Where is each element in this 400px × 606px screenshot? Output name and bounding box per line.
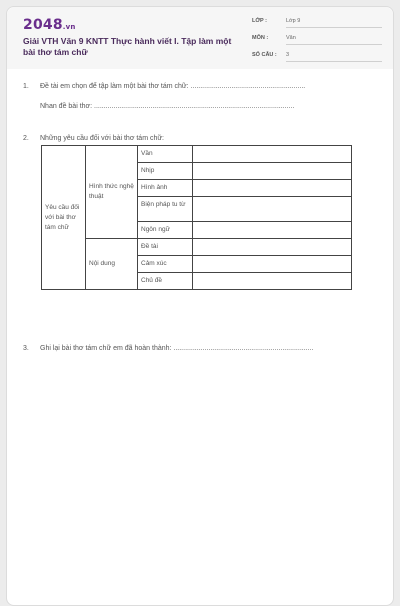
meta-subject-row bbox=[252, 31, 382, 45]
meta-class-value: Lớp 9 bbox=[286, 18, 382, 28]
table-answer-cell[interactable] bbox=[193, 197, 352, 222]
table-item-label: Ngôn ngữ bbox=[138, 222, 193, 239]
table-answer-cell[interactable] bbox=[193, 239, 352, 256]
table-item-label: Cảm xúc bbox=[138, 256, 193, 273]
table-answer-cell[interactable] bbox=[193, 256, 352, 273]
question-1-text: Đề tài em chọn để tập làm một bài thơ tám chữ: ........................................................... bbox=[40, 83, 306, 90]
worksheet-header bbox=[7, 7, 393, 69]
meta-subject-value: Văn bbox=[286, 35, 382, 45]
table-group-label: Yêu cầu đối với bài thơ tám chữ bbox=[42, 146, 86, 290]
table-item-label: Vần bbox=[138, 146, 193, 163]
table-answer-cell[interactable] bbox=[193, 273, 352, 290]
table-content-label: Nội dung bbox=[86, 239, 138, 290]
question-3-number: 3. bbox=[23, 345, 29, 352]
meta-count-row bbox=[252, 48, 382, 62]
table-answer-cell[interactable] bbox=[193, 222, 352, 239]
table-answer-cell[interactable] bbox=[193, 146, 352, 163]
worksheet-page bbox=[6, 6, 394, 606]
logo-text: 2048 bbox=[23, 17, 63, 33]
meta-subject-label: MÔN : bbox=[252, 35, 269, 41]
table-item-label: Biện pháp tu từ bbox=[138, 197, 193, 222]
meta-count-label: SỐ CÂU : bbox=[252, 52, 277, 58]
question-1-number: 1. bbox=[23, 83, 29, 90]
table-item-label: Nhịp bbox=[138, 163, 193, 180]
logo-suffix: .vn bbox=[62, 23, 76, 31]
table-answer-cell[interactable] bbox=[193, 180, 352, 197]
question-1-title-text: Nhan đề bài thơ: ....................................................................................................... bbox=[40, 103, 295, 110]
meta-count-value: 3 bbox=[286, 52, 382, 62]
meta-class-row bbox=[252, 14, 382, 28]
table-answer-cell[interactable] bbox=[193, 163, 352, 180]
question-2-text: Những yêu cầu đối với bài thơ tám chữ: bbox=[40, 135, 165, 142]
table-item-label: Hình ảnh bbox=[138, 180, 193, 197]
document-title: Giải VTH Văn 9 KNTT Thực hành viết I. Tập làm một bài thơ tám chữ bbox=[23, 36, 232, 57]
table-item-label: Đề tài bbox=[138, 239, 193, 256]
requirements-table bbox=[41, 145, 352, 290]
table-item-label: Chủ đề bbox=[138, 273, 193, 290]
table-form-label: Hình thức nghệ thuật bbox=[86, 146, 138, 239]
question-3-text: Ghi lại bài thơ tám chữ em đã hoàn thành: ........................................................................ bbox=[40, 345, 314, 352]
site-logo[interactable] bbox=[23, 17, 76, 33]
meta-class-label: LỚP : bbox=[252, 18, 267, 24]
question-2-number: 2. bbox=[23, 135, 29, 142]
